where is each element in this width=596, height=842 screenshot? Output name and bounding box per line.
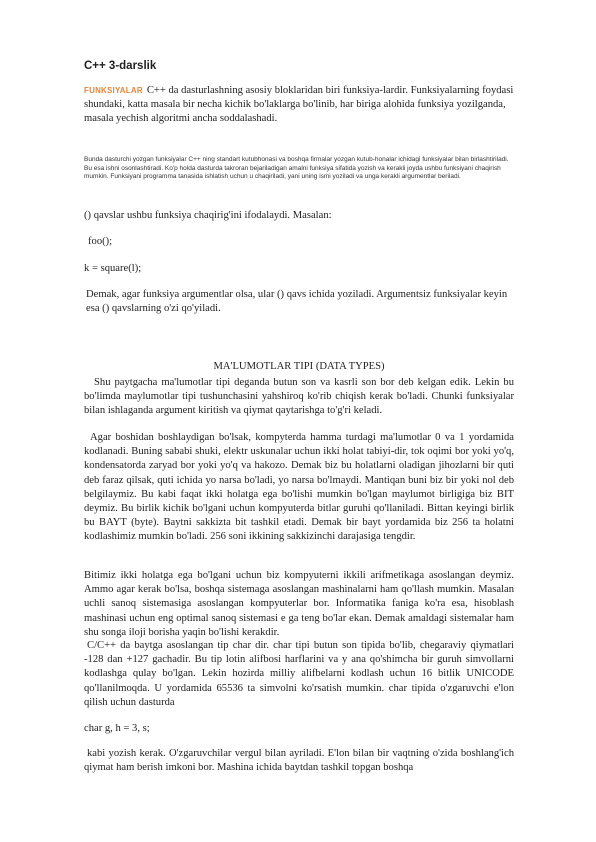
- intro-text: C++ da dasturlashning asosiy bloklaridan biri funksiya-lardir. Funksiyalarning foydasi shundaki, katta masala bir necha kichik bo'laklarga bo'linib, har biriga alohida funksiya yozilganda, masala yechish algoritmi ancha soddalashadi.: [84, 85, 514, 125]
- note-paragraph: Bunda dasturchi yozgan funksiyalar C++ ning standart kutubhonasi va boshqa firmalar yozgan kutub-honalar ichidagi funksiyalar bilan birlashtiriladi. Bu esa ishni osonlashtiradi. Ko'p holda dasturda takroran bejariladigan amalni funksiya sifatida yozish va kerakli joyda ushbu funksiyani chaqirish mumkin. Funksiyani programma tanasida ishlatish uchun u chaqiriladi, yani uning ismi yoziladi va unga kerakli argumentlar beriladi.: [84, 156, 509, 181]
- paragraph-types-3: Bitimiz ikki holatga ega bo'lgani uchun biz kompyuterni ikkili arifmetikaga asoslangan deymiz. Ammo agar kerak bo'lsa, boshqa sistemaga asoslangan mashinalarni ham qo'llash mumkin. Masalan uchli sanoq sistemasiga asoslangan kompyuterlar bor. Informatika faniga ko'ra esa, hisoblash mashinasi uchun eng optimal sanoq sistemasi e ga teng bo'lar ekan. Demak amaldagi sistemalar ham shu songa iloji borisha yaqin bo'lishi kerakdir.: [84, 570, 514, 638]
- page-title: C++ 3-darslik: [84, 60, 157, 72]
- intro-keyword: FUNKSIYALAR: [84, 86, 143, 95]
- code-line-char: char g, h = 3, s;: [84, 723, 150, 734]
- paragraph-call: () qavslar ushbu funksiya chaqirig'ini ifodalaydi. Masalan:: [84, 210, 332, 221]
- code-line-square: k = square(l);: [84, 263, 142, 274]
- intro-paragraph: [84, 84, 514, 127]
- paragraph-types-4: C/C++ da baytga asoslangan tip char dir. char tipi butun son tipida bo'lib, chegaraviy qiymatlari -128 dan +127 gachadir. Bu tip lotin alifbosi harflarini va y ana qo'shimcha bir guruh simvollarni kodlashga qulay bo'lgan. Lekin hozirda milliy alifbelarni kodlash uchun 16 bitlik UNICODE qo'llanilmoqda. U yordamida 65536 ta simvolni ko'rsatish mumkin. char tipida o'zgaruvchi e'lon qilish uchun dasturda: [84, 640, 514, 708]
- code-line-foo: foo();: [88, 236, 113, 247]
- paragraph-arguments: Demak, agar funksiya argumentlar olsa, ular () qavs ichida yoziladi. Argumentsiz funksiyalar keyin esa () qavslarning o'zi qo'yiladi.: [86, 289, 508, 315]
- paragraph-types-1: Shu paytgacha ma'lumotlar tipi deganda butun son va kasrli son bor deb kelgan edik. Lekin bu bo'limda maylumotlar tipi tushunchasini yahshiroq ko'rib chiqish kerak bo'ladi. Chunki funksiyalar bilan ishlaganda argument kiritish va qiymat qaytarishga to'g'ri keladi.: [84, 377, 514, 417]
- paragraph-types-2: Agar boshidan boshlaydigan bo'lsak, kompyterda hamma turdagi ma'lumotlar 0 va 1 yordamida kodlanadi. Buning sababi shuki, elektr uskunalar uchun ikki holat tabiyi-dir, tok oqimi bor yoki yo'q, kondensatorda zaryad bor yoki yo'q va hakozo. Demak biz bu holatlarni oladigan jihozlarni bir quti deb faraz qilsak, quti ichida yo narsa bo'ladi, yo narsa bo'lmaydi. Mantiqan buni biz bir yoki nol deb belgilaymiz. Bu kabi faqat ikki holatga ega bo'lishi mumkin bo'lgan maylumot birligiga biz BIT deymiz. Bu birlik kichik bo'lgani uchun kompyuterda bitlar guruhi qo'llaniladi. Bittan keyingi birlik bu BAYT (byte). Baytni sakkizta bit tashkil etadi. Demak bir bayt yordamida biz 256 ta holatni kodlashimiz mumkin bo'ladi. 256 soni ikkining sakkizinchi darajasiga tengdir.: [84, 432, 514, 543]
- section-heading: MA'LUMOTLAR TIPI (DATA TYPES): [213, 360, 385, 372]
- paragraph-types-5: kabi yozish kerak. O'zgaruvchilar vergul bilan ayriladi. E'lon bilan bir vaqtning o'zida boshlang'ich qiymat ham berish imkoni bor. Mashina ichida baytdan tashkil topgan boshqa: [84, 748, 514, 774]
